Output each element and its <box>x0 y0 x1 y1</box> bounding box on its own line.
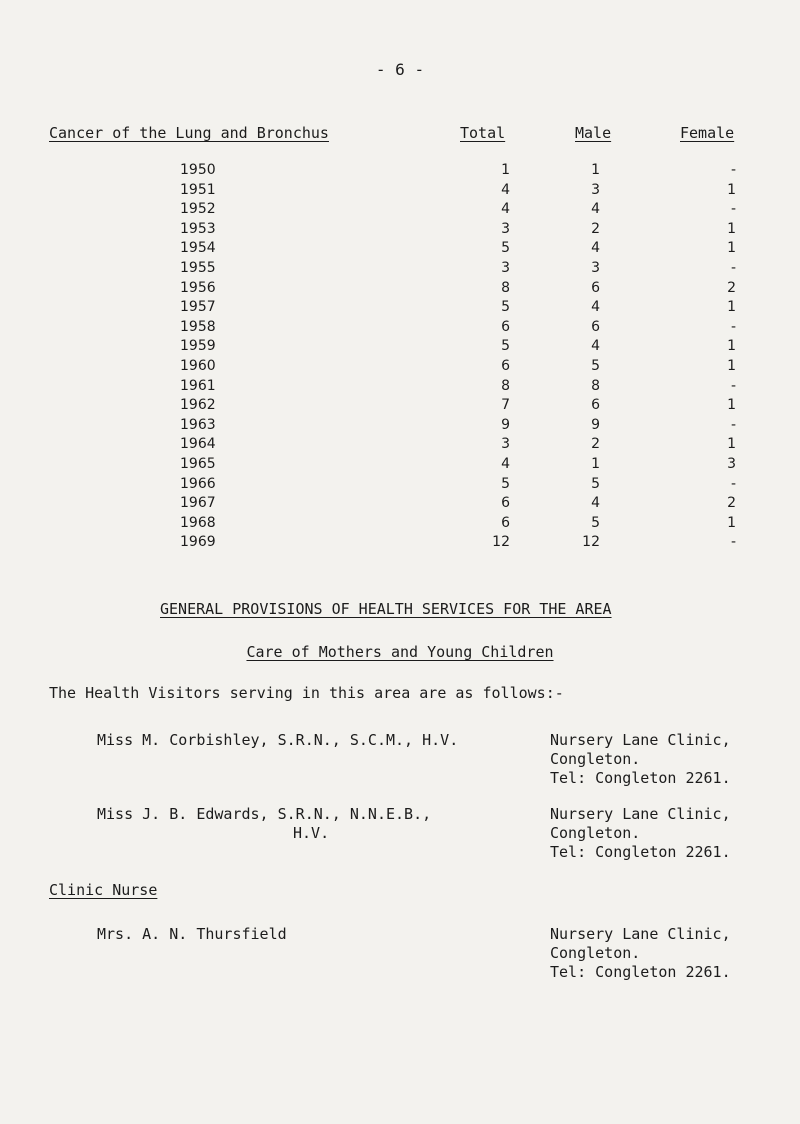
health-visitor-name-continued: H.V. <box>293 824 330 842</box>
health-visitor-name: Miss M. Corbishley, S.R.N., S.C.M., H.V. <box>97 731 459 749</box>
year-cell: 1968 <box>180 514 216 531</box>
male-cell: 4 <box>591 495 600 512</box>
male-cell: 5 <box>591 475 600 492</box>
total-cell: 12 <box>492 534 510 551</box>
clinic-town: Congleton. <box>550 824 641 842</box>
female-cell: 1 <box>727 357 736 374</box>
year-cell: 1950 <box>180 162 216 178</box>
table-row <box>0 534 800 554</box>
male-cell: 5 <box>591 357 600 374</box>
total-cell: 3 <box>501 259 510 276</box>
table-row <box>0 515 800 535</box>
male-cell: 1 <box>591 162 600 178</box>
year-cell: 1954 <box>180 240 216 257</box>
total-cell: 6 <box>501 495 510 512</box>
year-cell: 1965 <box>180 455 216 472</box>
male-cell: 6 <box>591 397 600 414</box>
column-header-total: Total <box>460 124 506 142</box>
male-cell: 5 <box>591 514 600 531</box>
female-cell: - <box>730 201 736 218</box>
male-cell: 6 <box>591 279 600 296</box>
total-cell: 1 <box>501 162 510 178</box>
table-row <box>0 182 800 202</box>
female-cell: 1 <box>727 338 736 355</box>
clinic-town: Congleton. <box>550 944 641 962</box>
male-cell: 3 <box>591 181 600 198</box>
clinic-phone: Tel: Congleton 2261. <box>550 963 731 981</box>
clinic-town: Congleton. <box>550 750 641 768</box>
column-header-female: Female <box>680 124 735 142</box>
health-visitor-address <box>550 805 731 862</box>
female-cell: 1 <box>727 397 736 414</box>
total-cell: 8 <box>501 279 510 296</box>
table-row <box>0 319 800 339</box>
year-cell: 1959 <box>180 338 216 355</box>
female-cell: 3 <box>727 455 736 472</box>
total-cell: 5 <box>501 240 510 257</box>
year-cell: 1969 <box>180 534 216 551</box>
year-cell: 1961 <box>180 377 216 394</box>
total-cell: 5 <box>501 299 510 316</box>
health-visitor-name: Miss J. B. Edwards, S.R.N., N.N.E.B., <box>97 805 432 823</box>
year-cell: 1963 <box>180 416 216 433</box>
female-cell: - <box>730 318 736 335</box>
table-row <box>0 201 800 221</box>
female-cell: - <box>730 162 736 178</box>
total-cell: 6 <box>501 318 510 335</box>
table-title: Cancer of the Lung and Bronchus <box>49 124 329 142</box>
table-row <box>0 280 800 300</box>
total-cell: 5 <box>501 475 510 492</box>
year-cell: 1967 <box>180 495 216 512</box>
total-cell: 3 <box>501 220 510 237</box>
total-cell: 6 <box>501 357 510 374</box>
clinic-nurse-name: Mrs. A. N. Thursfield <box>97 925 287 943</box>
female-cell: 1 <box>727 299 736 316</box>
total-cell: 4 <box>501 455 510 472</box>
year-cell: 1953 <box>180 220 216 237</box>
female-cell: 1 <box>727 436 736 453</box>
male-cell: 4 <box>591 338 600 355</box>
table-row <box>0 162 800 182</box>
clinic-name: Nursery Lane Clinic, <box>550 805 731 823</box>
year-cell: 1964 <box>180 436 216 453</box>
table-row <box>0 378 800 398</box>
total-cell: 3 <box>501 436 510 453</box>
male-cell: 3 <box>591 259 600 276</box>
intro-text: The Health Visitors serving in this area are as follows:- <box>49 684 564 702</box>
female-cell: 1 <box>727 181 736 198</box>
table-row <box>0 299 800 319</box>
female-cell: - <box>730 475 736 492</box>
clinic-name: Nursery Lane Clinic, <box>550 731 731 749</box>
year-cell: 1960 <box>180 357 216 374</box>
male-cell: 12 <box>582 534 600 551</box>
total-cell: 4 <box>501 181 510 198</box>
total-cell: 8 <box>501 377 510 394</box>
table-row <box>0 240 800 260</box>
male-cell: 4 <box>591 201 600 218</box>
health-visitor-address <box>550 731 731 788</box>
clinic-nurse-address <box>550 925 731 982</box>
total-cell: 7 <box>501 397 510 414</box>
year-cell: 1962 <box>180 397 216 414</box>
table-row <box>0 338 800 358</box>
section-subheading: Care of Mothers and Young Children <box>246 643 554 661</box>
male-cell: 2 <box>591 220 600 237</box>
year-cell: 1966 <box>180 475 216 492</box>
male-cell: 2 <box>591 436 600 453</box>
female-cell: 1 <box>727 514 736 531</box>
cancer-table-body <box>0 162 800 554</box>
clinic-phone: Tel: Congleton 2261. <box>550 843 731 861</box>
male-cell: 9 <box>591 416 600 433</box>
year-cell: 1956 <box>180 279 216 296</box>
table-row <box>0 456 800 476</box>
table-row <box>0 436 800 456</box>
page-number: - 6 - <box>375 60 425 79</box>
clinic-name: Nursery Lane Clinic, <box>550 925 731 943</box>
year-cell: 1958 <box>180 318 216 335</box>
year-cell: 1957 <box>180 299 216 316</box>
year-cell: 1952 <box>180 201 216 218</box>
female-cell: 1 <box>727 240 736 257</box>
total-cell: 9 <box>501 416 510 433</box>
table-row <box>0 417 800 437</box>
female-cell: 2 <box>727 279 736 296</box>
male-cell: 6 <box>591 318 600 335</box>
total-cell: 5 <box>501 338 510 355</box>
male-cell: 8 <box>591 377 600 394</box>
year-cell: 1955 <box>180 259 216 276</box>
male-cell: 1 <box>591 455 600 472</box>
total-cell: 6 <box>501 514 510 531</box>
year-cell: 1951 <box>180 181 216 198</box>
table-row <box>0 358 800 378</box>
male-cell: 4 <box>591 240 600 257</box>
table-row <box>0 397 800 417</box>
male-cell: 4 <box>591 299 600 316</box>
table-row <box>0 495 800 515</box>
female-cell: 2 <box>727 495 736 512</box>
section-heading: GENERAL PROVISIONS OF HEALTH SERVICES FOR THE AREA <box>160 600 612 618</box>
table-row <box>0 260 800 280</box>
table-row <box>0 476 800 496</box>
female-cell: 1 <box>727 220 736 237</box>
clinic-phone: Tel: Congleton 2261. <box>550 769 731 787</box>
clinic-nurse-heading: Clinic Nurse <box>49 881 158 899</box>
female-cell: - <box>730 534 736 551</box>
female-cell: - <box>730 377 736 394</box>
table-row <box>0 221 800 241</box>
column-header-male: Male <box>575 124 612 142</box>
total-cell: 4 <box>501 201 510 218</box>
female-cell: - <box>730 416 736 433</box>
female-cell: - <box>730 259 736 276</box>
